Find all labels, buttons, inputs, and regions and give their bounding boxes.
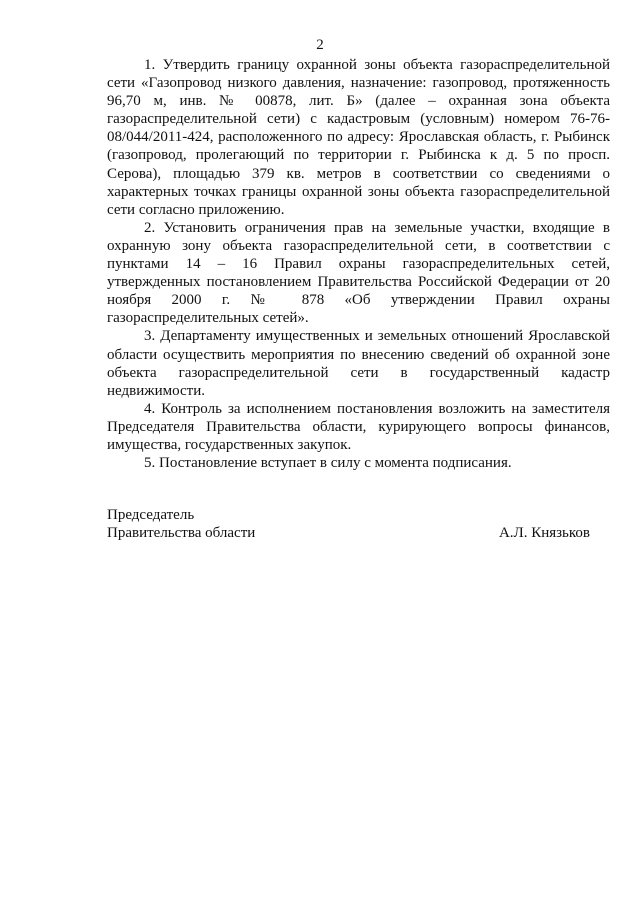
signature-block — [107, 506, 590, 542]
paragraph-3: 3. Департаменту имущественных и земельных отношений Ярославской области осуществить мероприятия по внесению сведений об охранной зоне объекта газораспределительной сети в государственный кадастр недвижимости. — [107, 328, 610, 399]
signatory-title-line2: Правительства области — [107, 525, 256, 542]
signature-row — [107, 524, 590, 542]
paragraph-4: 4. Контроль за исполнением постановления возложить на заместителя Председателя Правительства области, курирующего вопросы финансов, имущества, государственных закупок. — [107, 400, 610, 453]
page-number: 2 — [316, 37, 324, 53]
signatory-title-line1: Председатель — [107, 507, 195, 523]
paragraph-1: 1. Утвердить границу охранной зоны объекта газораспределительной сети «Газопровод низкого давления, назначение: газопровод, протяженность 96,70 м, инв. № 00878, лит. Б» (далее – охранная зона объекта газораспределительной сети) с кадастровым (условным) номером 76-76-08/044/2011-424, расположенного по адресу: Ярославская область, г. Рыбинск (газопровод, пролегающий по территории г. Рыбинска к д. 5 по просп. Серова), площадью 379 кв. метров в соответствии со сведениями о характерных точках границы охранной зоны объекта газораспределительной сети согласно приложению. — [107, 57, 610, 218]
document-body — [107, 56, 610, 472]
paragraph-5: 5. Постановление вступает в силу с момента подписания. — [144, 455, 512, 472]
signatory-name: А.Л. Князьков — [498, 525, 590, 542]
paragraph-2: 2. Установить ограничения прав на земельные участки, входящие в охранную зону объекта газораспределительной сети, в соответствии с пунктами 14 – 16 Правил охраны газораспределительных сетей, утвержденных постановлением Правительства Российской Федерации от 20 ноября 2000 г. № 878 «Об утверждении Правил охраны газораспределительных сетей». — [107, 219, 610, 327]
